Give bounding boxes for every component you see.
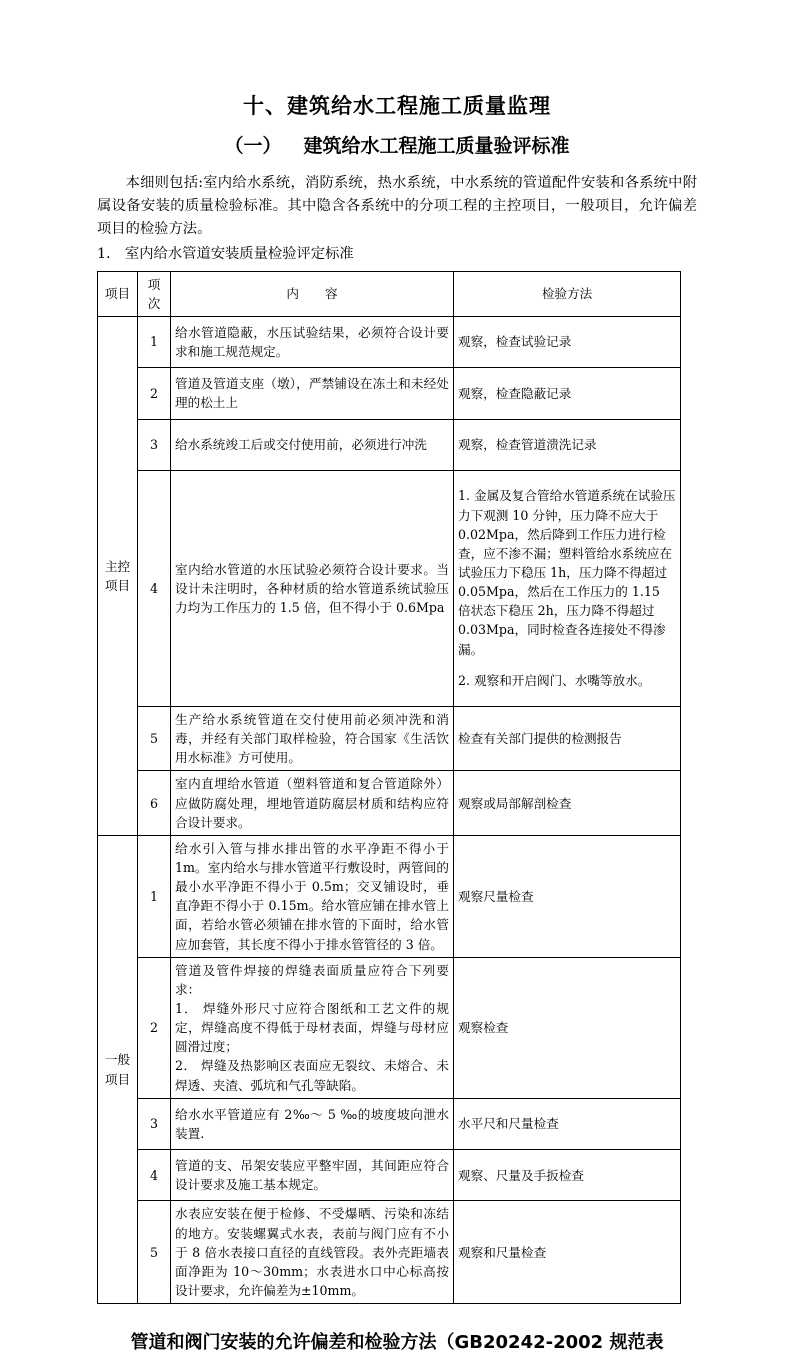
content-paragraph: 生产给水系统管道在交付使用前必须冲洗和消毒，并经有关部门取样检验，符合国家《生活饮用水标准》方可使用。 bbox=[175, 712, 449, 766]
page-title: 十、建筑给水工程施工质量监理 bbox=[243, 94, 551, 118]
document-content bbox=[97, 92, 697, 1355]
row-index-cell: 4 bbox=[138, 1150, 171, 1201]
row-content-cell bbox=[171, 316, 454, 367]
table-row bbox=[98, 957, 681, 1098]
table-row bbox=[98, 771, 681, 835]
row-index-cell: 6 bbox=[138, 771, 171, 835]
row-index-cell: 3 bbox=[138, 1098, 171, 1149]
row-method-cell bbox=[454, 419, 681, 470]
row-content-cell bbox=[171, 1201, 454, 1304]
row-method-cell bbox=[454, 316, 681, 367]
header-method: 检验方法 bbox=[454, 271, 681, 316]
category-line: 一般 bbox=[104, 1052, 131, 1068]
row-method-cell bbox=[454, 368, 681, 419]
method-paragraph: 水平尺和尺量检查 bbox=[458, 1116, 559, 1132]
category-line: 项目 bbox=[104, 1071, 131, 1087]
row-method-cell bbox=[454, 835, 681, 957]
section-title bbox=[97, 134, 697, 160]
method-paragraph: 观察尺量检查 bbox=[458, 888, 534, 904]
row-content-cell bbox=[171, 1150, 454, 1201]
row-category-cell bbox=[98, 316, 138, 835]
row-content-cell bbox=[171, 957, 454, 1098]
row-method-cell bbox=[454, 470, 681, 706]
table-header-row bbox=[98, 271, 681, 316]
table-body bbox=[98, 316, 681, 1303]
quality-standard-table bbox=[97, 271, 681, 1304]
row-content-cell bbox=[171, 771, 454, 835]
row-method-cell bbox=[454, 1150, 681, 1201]
method-paragraph: 观察，检查试验记录 bbox=[458, 334, 572, 350]
row-content-cell bbox=[171, 1098, 454, 1149]
content-paragraph: 2． 焊缝及热影响区表面应无裂纹、未熔合、未焊透、夹渣、弧坑和气孔等缺陷。 bbox=[175, 1058, 449, 1093]
table-row bbox=[98, 470, 681, 706]
method-paragraph: 观察检查 bbox=[458, 1020, 509, 1036]
row-content-cell bbox=[171, 835, 454, 957]
row-method-cell bbox=[454, 957, 681, 1098]
content-paragraph: 管道及管道支座（墩），严禁铺设在冻土和未经处理的松土上 bbox=[175, 376, 449, 411]
row-method-cell bbox=[454, 771, 681, 835]
table-row bbox=[98, 316, 681, 367]
row-index-cell: 1 bbox=[138, 835, 171, 957]
content-paragraph: 水表应安装在便于检修、不受爆晒、污染和冻结的地方。安装螺翼式水表，表前与阀门应有不小于 8 倍水表接口直径的直线管段。表外壳距墙表面净距为 10～30mm；水表进水口中心标高按设计要求，允许偏差为±10mm。 bbox=[175, 1206, 449, 1298]
row-method-cell bbox=[454, 1201, 681, 1304]
category-line: 项目 bbox=[104, 577, 131, 593]
content-paragraph: 给水管道隐蔽，水压试验结果，必须符合设计要求和施工规范规定。 bbox=[175, 324, 449, 360]
header-category: 项目 bbox=[98, 271, 138, 316]
row-method-cell bbox=[454, 707, 681, 771]
table-row bbox=[98, 1150, 681, 1201]
section-title-text: 建筑给水工程施工质量验评标准 bbox=[303, 135, 570, 158]
row-content-cell bbox=[171, 470, 454, 706]
method-paragraph: 观察，检查隐蔽记录 bbox=[458, 385, 572, 401]
content-paragraph: 1． 焊缝外形尺寸应符合图纸和工艺文件的规定，焊缝高度不得低于母材表面，焊缝与母材应圆滑过度； bbox=[175, 1001, 449, 1055]
content-paragraph: 室内给水管道的水压试验必须符合设计要求。当设计未注明时，各种材质的给水管道系统试验压力均为工作压力的 1.5 倍，但不得小于 0.6Mpa bbox=[175, 561, 449, 616]
table-row bbox=[98, 1201, 681, 1304]
method-paragraph: 观察或局部解剖检查 bbox=[458, 795, 572, 811]
subsection-heading: 1． 室内给水管道安装质量检验评定标准 bbox=[97, 246, 354, 263]
table-row bbox=[98, 835, 681, 957]
footer-heading: 管道和阀门安装的允许偏差和检验方法（GB20242-2002 规范表 bbox=[130, 1332, 664, 1354]
content-paragraph: 给水水平管道应有 2‰～ 5 ‰的坡度坡向泄水装置. bbox=[175, 1106, 449, 1141]
row-index-cell: 2 bbox=[138, 957, 171, 1098]
content-paragraph: 管道的支、吊架安装应平整牢固，其间距应符合设计要求及施工基本规定。 bbox=[175, 1158, 449, 1193]
row-content-cell bbox=[171, 368, 454, 419]
table-row bbox=[98, 368, 681, 419]
row-method-cell bbox=[454, 1098, 681, 1149]
header-content-right: 容 bbox=[325, 286, 338, 302]
method-paragraph: 1. 金属及复合管给水管道系统在试验压力下观测 10 分钟，压力降不应大于 0.02Mpa，然后降到工作压力进行检查，应不渗不漏；塑料管给水系统应在试验压力下稳压 1h，压力降不得超过 0.05Mpa，然后在工作压力的 1.15 倍状态下稳压 2h，压力降不得超过 0.03Mpa，同时检查各连接处不得渗漏。 bbox=[458, 488, 676, 657]
row-index-cell: 5 bbox=[138, 1201, 171, 1304]
row-index-cell: 1 bbox=[138, 316, 171, 367]
method-paragraph: 观察、尺量及手扳检查 bbox=[458, 1167, 584, 1183]
method-paragraph: 观察，检查管道溃洗记录 bbox=[458, 437, 597, 453]
content-paragraph: 管道及管件焊接的焊缝表面质量应符合下列要求： bbox=[175, 962, 449, 997]
header-content-left: 内 bbox=[286, 286, 299, 302]
content-paragraph: 给水引入管与排水排出管的水平净距不得小于 1m。室内给水与排水管道平行敷设时，两管间的最小水平净距不得小于 0.5m；交叉铺设时，垂直净距不得小于 0.15m。给水管应铺在排水管上面，若给水管必须铺在排水管的下面时，给水管应加套管，其长度不得小于排水管管径的 3 倍。 bbox=[175, 840, 449, 952]
header-content bbox=[171, 271, 454, 316]
category-line: 主控 bbox=[104, 558, 131, 574]
row-index-cell: 5 bbox=[138, 707, 171, 771]
content-paragraph: 给水系统竣工后或交付使用前，必须进行冲洗 bbox=[175, 437, 427, 453]
content-paragraph: 室内直埋给水管道（塑料管道和复合管道除外）应做防腐处理，埋地管道防腐层材质和结构应符合设计要求。 bbox=[175, 776, 449, 830]
row-index-cell: 3 bbox=[138, 419, 171, 470]
table-row bbox=[98, 707, 681, 771]
method-paragraph: 检查有关部门提供的检测报告 bbox=[458, 731, 622, 747]
row-content-cell bbox=[171, 419, 454, 470]
section-title-label: （一） bbox=[224, 135, 282, 158]
intro-paragraph: 本细则包括:室内给水系统，消防系统，热水系统，中水系统的管道配件安装和各系统中附属设备安装的质量检验标准。其中隐含各系统中的分项工程的主控项目，一般项目，允许偏差项目的检验方法。 bbox=[97, 174, 697, 238]
method-paragraph: 2. 观察和开启阀门、水嘴等放水。 bbox=[458, 673, 651, 689]
table-row bbox=[98, 419, 681, 470]
row-index-cell: 4 bbox=[138, 470, 171, 706]
method-paragraph: 观察和尺量检查 bbox=[458, 1244, 547, 1260]
row-content-cell bbox=[171, 707, 454, 771]
header-index: 项次 bbox=[138, 271, 171, 316]
table-row bbox=[98, 1098, 681, 1149]
row-index-cell: 2 bbox=[138, 368, 171, 419]
row-category-cell bbox=[98, 835, 138, 1303]
